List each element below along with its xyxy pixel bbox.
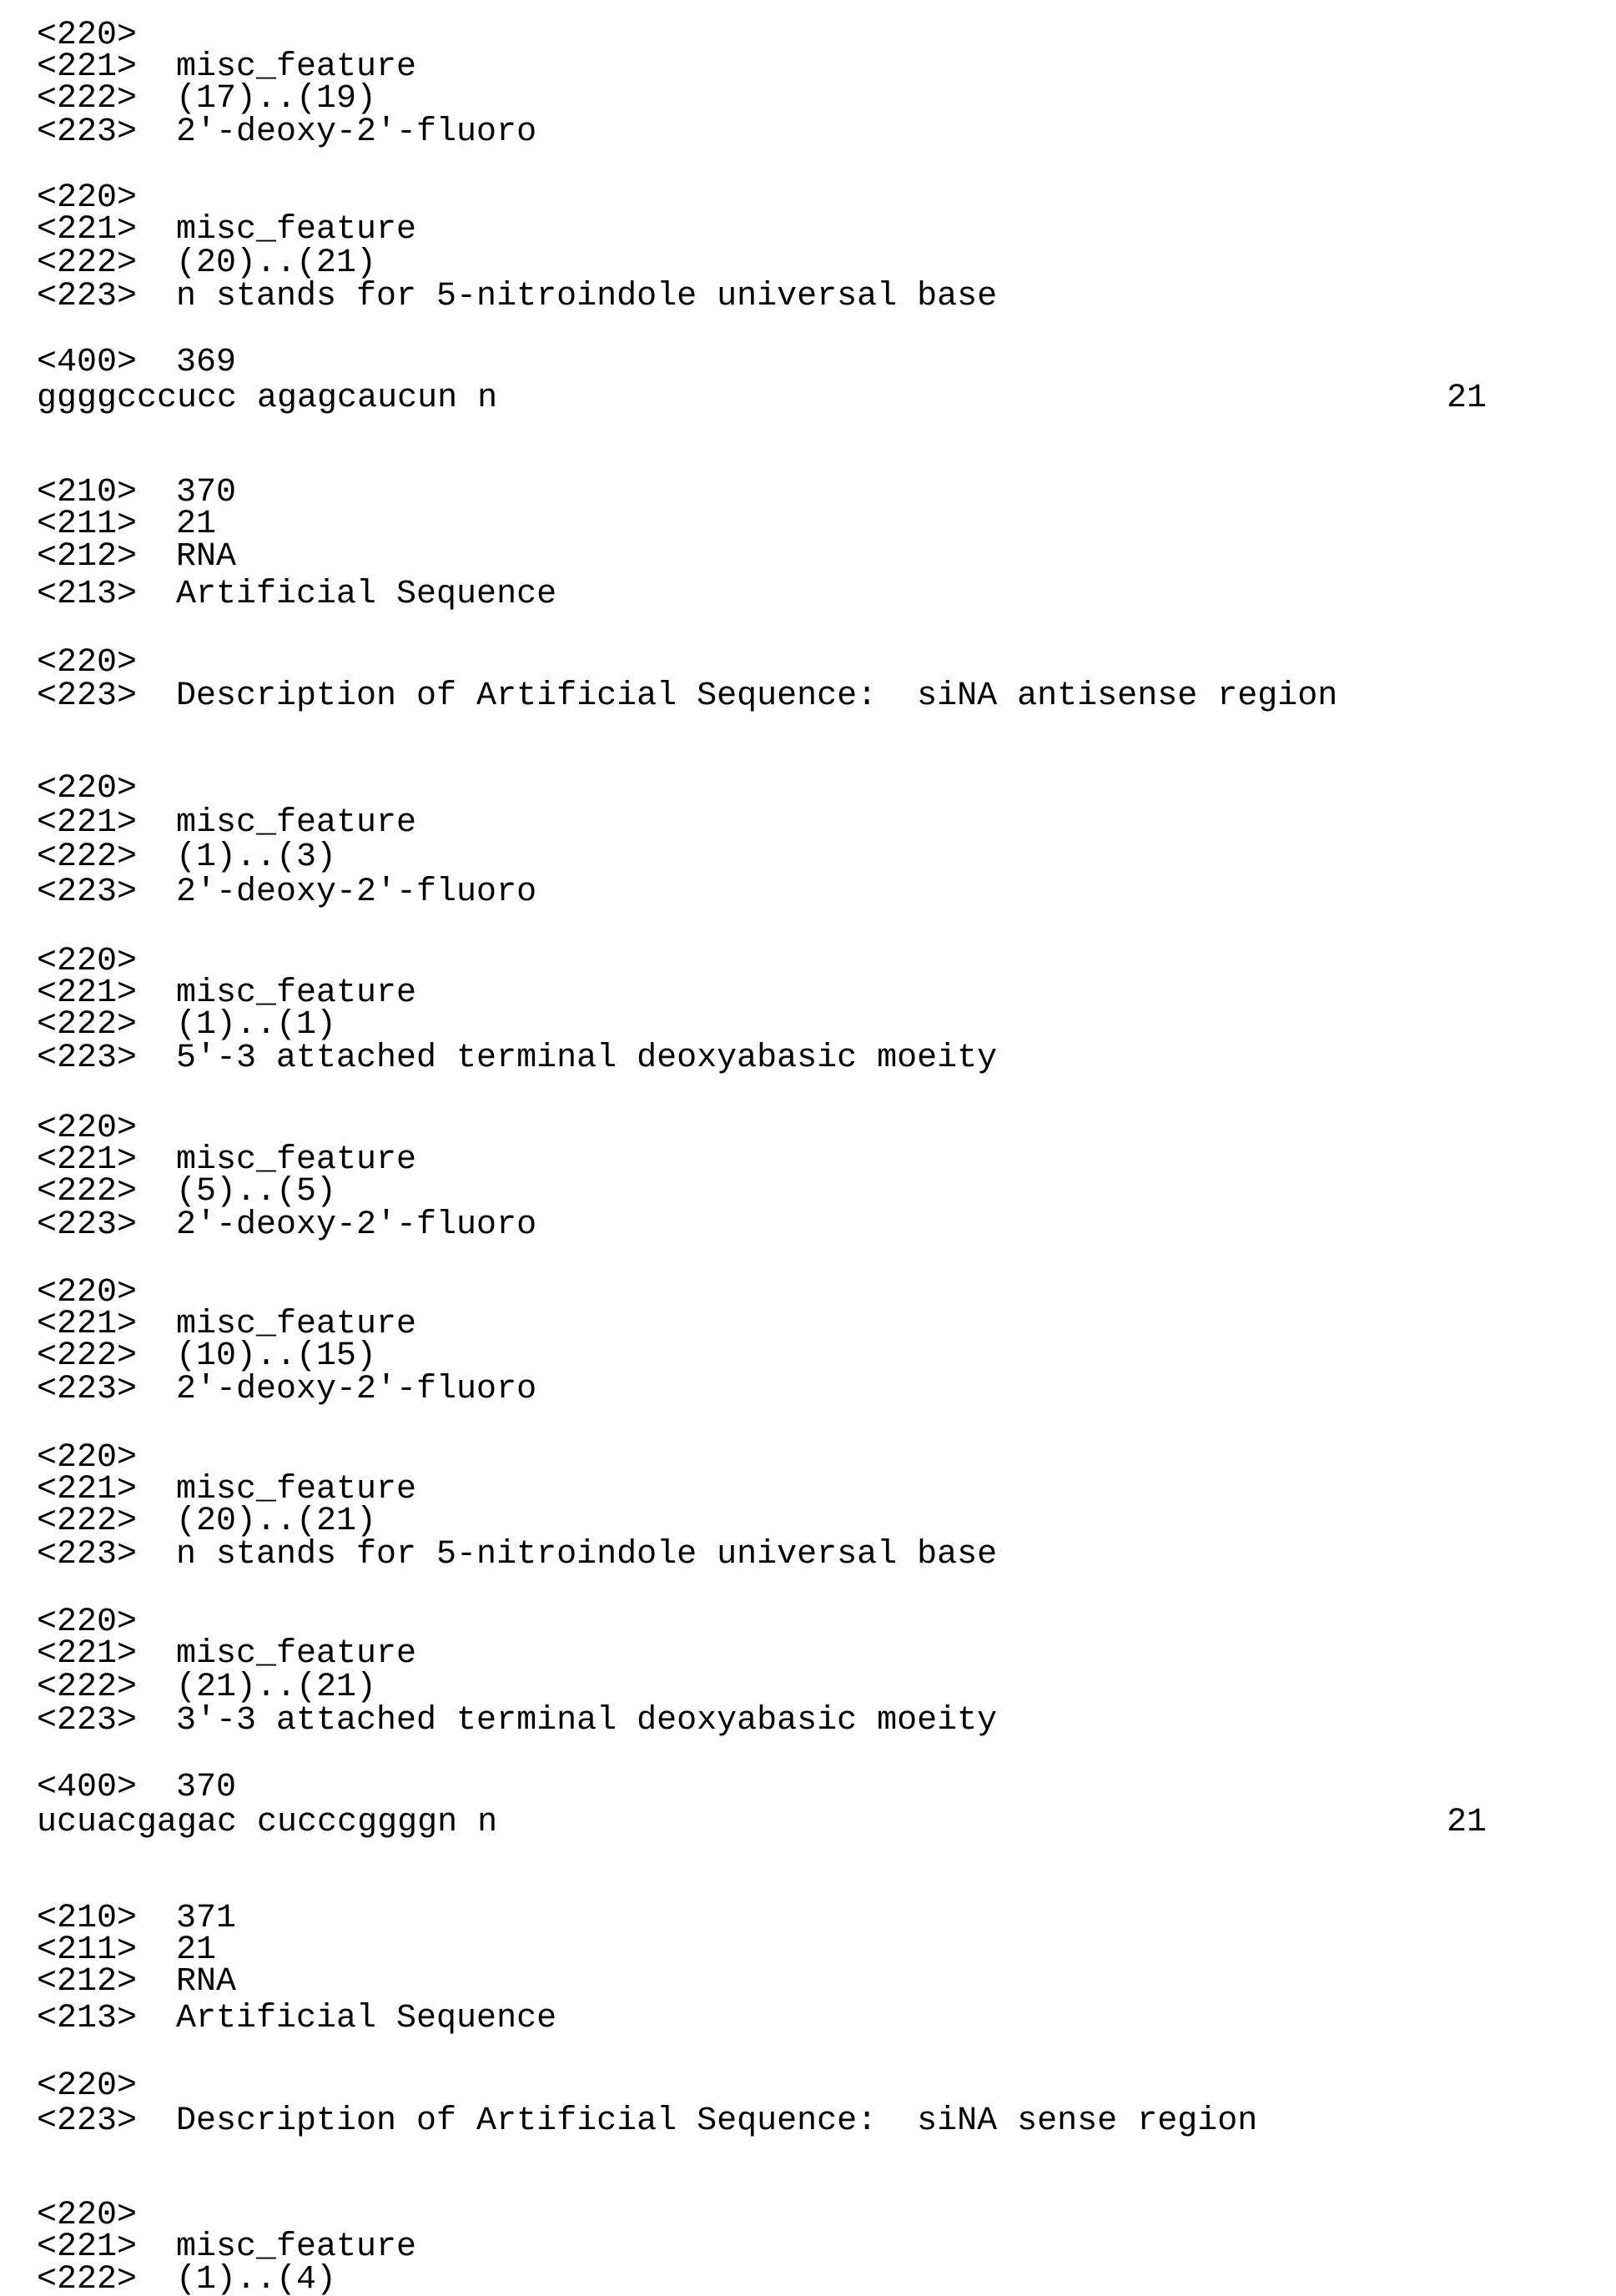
field-tag: <220>	[37, 644, 138, 682]
field-tag: <223>	[37, 1371, 138, 1408]
listing-line	[0, 2263, 1616, 2296]
field-tag: <221>	[37, 48, 138, 86]
field-tag: <221>	[37, 2228, 138, 2266]
field-value: 21	[176, 1931, 217, 1969]
field-tag: <212>	[37, 538, 138, 576]
field-tag: <222>	[37, 1173, 138, 1211]
sequence-line	[0, 381, 1616, 416]
field-tag: <223>	[37, 677, 138, 715]
sequence-line	[0, 1805, 1616, 1840]
field-tag: <221>	[37, 1306, 138, 1343]
field-value: 2'-deoxy-2'-fluoro	[176, 1206, 537, 1244]
listing-line	[0, 2069, 1616, 2104]
listing-line	[0, 1901, 1616, 1936]
listing-line	[0, 213, 1616, 248]
field-value: RNA	[176, 538, 237, 576]
field-value: 21	[176, 506, 217, 543]
field-value: (20)..(21)	[176, 1503, 377, 1540]
field-value: (10)..(15)	[176, 1337, 377, 1375]
listing-line	[0, 1538, 1616, 1573]
field-tag: <221>	[37, 974, 138, 1012]
field-value: misc_feature	[176, 211, 417, 249]
listing-line	[0, 246, 1616, 281]
field-value: 2'-deoxy-2'-fluoro	[176, 113, 537, 151]
field-value: Artificial Sequence	[176, 2000, 557, 2037]
field-tag: <400>	[37, 1769, 138, 1806]
field-tag: <220>	[37, 770, 138, 808]
field-value: misc_feature	[176, 974, 417, 1012]
listing-line	[0, 345, 1616, 380]
listing-line	[0, 1175, 1616, 1210]
listing-line	[0, 679, 1616, 714]
field-tag: <221>	[37, 804, 138, 842]
field-value: misc_feature	[176, 1635, 417, 1673]
listing-line	[0, 1504, 1616, 1539]
field-tag: <400>	[37, 344, 138, 381]
listing-line	[0, 1008, 1616, 1043]
field-value: misc_feature	[176, 804, 417, 842]
sequence-length: 21	[1446, 1804, 1487, 1841]
field-tag: <223>	[37, 1702, 138, 1740]
listing-line	[0, 1704, 1616, 1739]
field-value: (21)..(21)	[176, 1669, 377, 1706]
field-value: Description of Artificial Sequence: siNA antisense region	[176, 677, 1338, 715]
listing-line	[0, 279, 1616, 315]
listing-line	[0, 806, 1616, 841]
field-value: 371	[176, 1900, 237, 1937]
field-tag: <220>	[37, 1439, 138, 1477]
listing-line	[0, 476, 1616, 511]
field-tag: <211>	[37, 506, 138, 543]
field-tag: <222>	[37, 244, 138, 282]
field-value: (1)..(1)	[176, 1006, 337, 1044]
field-tag: <212>	[37, 1963, 138, 2001]
listing-line	[0, 2001, 1616, 2037]
field-value: misc_feature	[176, 2228, 417, 2266]
field-value: 2'-deoxy-2'-fluoro	[176, 1371, 537, 1408]
field-tag: <222>	[37, 1006, 138, 1044]
field-tag: <220>	[37, 17, 138, 54]
field-tag: <220>	[37, 2067, 138, 2105]
listing-line	[0, 1965, 1616, 2000]
field-tag: <220>	[37, 1110, 138, 1147]
listing-line	[0, 1770, 1616, 1805]
field-value: (1)..(3)	[176, 838, 337, 876]
field-value: misc_feature	[176, 48, 417, 86]
field-value: 369	[176, 344, 237, 381]
field-tag: <211>	[37, 1931, 138, 1969]
field-value: (1)..(4)	[176, 2261, 337, 2296]
field-tag: <222>	[37, 80, 138, 118]
field-tag: <223>	[37, 278, 138, 315]
field-tag: <213>	[37, 2000, 138, 2037]
field-value: (5)..(5)	[176, 1173, 337, 1211]
field-value: n stands for 5-nitroindole universal base	[176, 278, 998, 315]
field-tag: <222>	[37, 1669, 138, 1706]
field-tag: <220>	[37, 943, 138, 980]
field-tag: <221>	[37, 1141, 138, 1179]
field-value: 370	[176, 474, 237, 511]
listing-line	[0, 2104, 1616, 2139]
field-value: 2'-deoxy-2'-fluoro	[176, 874, 537, 911]
sequence-text: ucuacgagac cucccggggn n	[37, 1804, 498, 1841]
field-tag: <223>	[37, 2102, 138, 2140]
listing-line	[0, 1637, 1616, 1672]
listing-line	[0, 1372, 1616, 1407]
field-tag: <223>	[37, 113, 138, 151]
field-tag: <221>	[37, 1635, 138, 1673]
listing-line	[0, 875, 1616, 910]
listing-line	[0, 1208, 1616, 1243]
field-tag: <221>	[37, 1471, 138, 1508]
field-value: Description of Artificial Sequence: siNA sense region	[176, 2102, 1258, 2140]
listing-line	[0, 507, 1616, 542]
field-tag: <223>	[37, 1206, 138, 1244]
field-value: RNA	[176, 1963, 237, 2001]
field-tag: <222>	[37, 2261, 138, 2296]
field-value: misc_feature	[176, 1141, 417, 1179]
field-tag: <222>	[37, 1337, 138, 1375]
listing-line	[0, 840, 1616, 875]
field-tag: <223>	[37, 1040, 138, 1077]
listing-line	[0, 772, 1616, 807]
field-value: 370	[176, 1769, 237, 1806]
listing-line	[0, 1041, 1616, 1076]
listing-line	[0, 1933, 1616, 1968]
field-value: (17)..(19)	[176, 80, 377, 118]
field-tag: <210>	[37, 474, 138, 511]
field-value: n stands for 5-nitroindole universal base	[176, 1536, 998, 1573]
listing-line	[0, 577, 1616, 612]
field-value: misc_feature	[176, 1306, 417, 1343]
field-tag: <220>	[37, 179, 138, 217]
field-tag: <220>	[37, 1274, 138, 1312]
listing-line	[0, 2230, 1616, 2265]
listing-line	[0, 1670, 1616, 1705]
listing-line	[0, 646, 1616, 681]
listing-line	[0, 540, 1616, 575]
listing-line	[0, 1339, 1616, 1374]
field-tag: <210>	[37, 1900, 138, 1937]
field-tag: <220>	[37, 1604, 138, 1641]
field-value: misc_feature	[176, 1471, 417, 1508]
field-value: 5'-3 attached terminal deoxyabasic moeity	[176, 1040, 998, 1077]
field-tag: <222>	[37, 838, 138, 876]
listing-line	[0, 82, 1616, 117]
field-tag: <223>	[37, 874, 138, 911]
field-value: (20)..(21)	[176, 244, 377, 282]
sequence-text: ggggcccucc agagcaucun n	[37, 380, 498, 417]
field-tag: <213>	[37, 576, 138, 613]
field-tag: <222>	[37, 1503, 138, 1540]
field-value: 3'-3 attached terminal deoxyabasic moeity	[176, 1702, 998, 1740]
field-tag: <223>	[37, 1536, 138, 1573]
listing-line	[0, 115, 1616, 150]
field-tag: <221>	[37, 211, 138, 249]
field-value: Artificial Sequence	[176, 576, 557, 613]
sequence-length: 21	[1446, 380, 1487, 417]
field-tag: <220>	[37, 2197, 138, 2234]
